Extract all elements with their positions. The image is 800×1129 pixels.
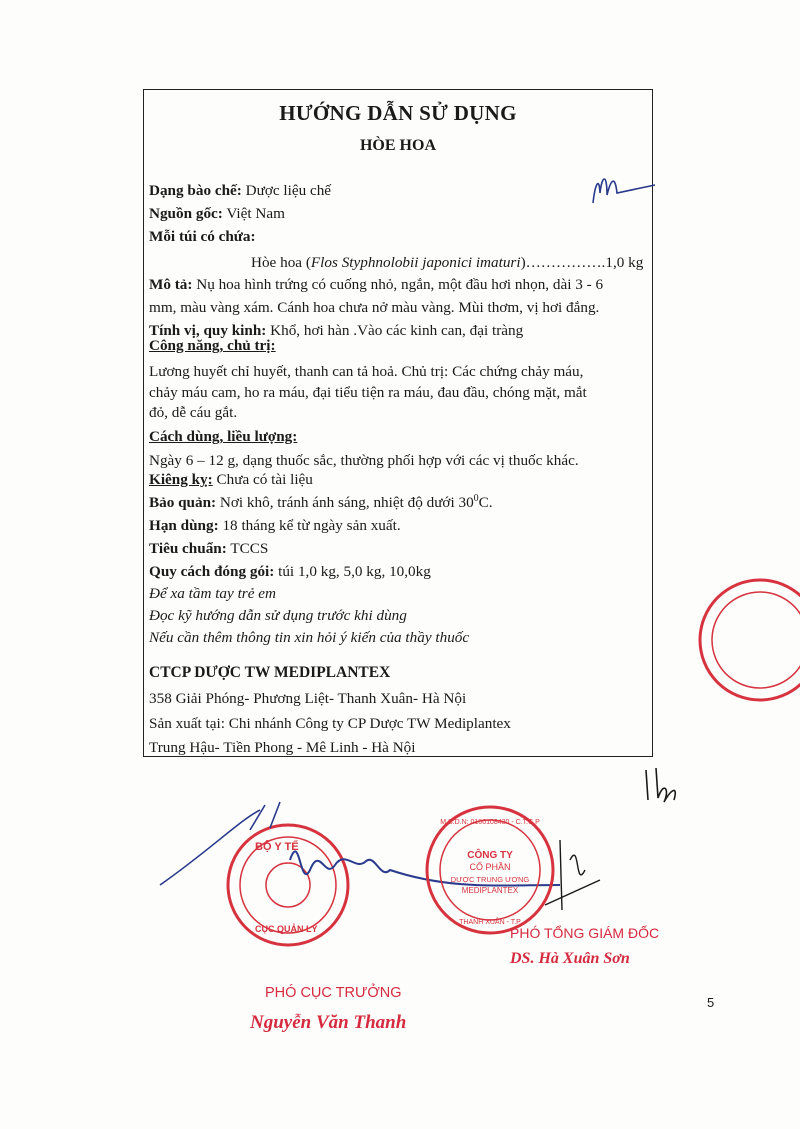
expiry-line: Hạn dùng: 18 tháng kể từ ngày sản xuất.: [149, 517, 401, 534]
svg-text:CÔNG TY: CÔNG TY: [467, 850, 513, 861]
dosage-form-line: Dạng bào chế: Dược liệu chế: [149, 182, 332, 199]
warning-line-2: Đọc kỹ hướng dẫn sử dụng trước khi dùng: [149, 607, 407, 624]
origin-line: Nguồn gốc: Việt Nam: [149, 205, 285, 222]
director-title: PHÓ TỔNG GIÁM ĐỐC: [510, 925, 660, 941]
director-name: DS. Hà Xuân Sơn: [510, 950, 630, 967]
indications-line-1: Lương huyết chỉ huyết, thanh can tả hoả. Chủ trị: Các chứng chảy máu,: [149, 363, 584, 380]
svg-text:CỔ PHẦN: CỔ PHẦN: [469, 862, 511, 872]
director-signature: [540, 830, 620, 920]
packaging-line: Quy cách đóng gói: túi 1,0 kg, 5,0 kg, 10,0kg: [149, 563, 431, 580]
properties-line: Tính vị, quy kinh: Khổ, hơi hàn .Vào các kinh can, đại tràng: [149, 322, 524, 339]
document-title: HƯỚNG DẪN SỬ DỤNG: [279, 101, 517, 125]
company-stamp: [420, 800, 560, 940]
svg-text:CỤC QUẢN LÝ: CỤC QUẢN LÝ: [255, 924, 318, 934]
branch-address: Trung Hậu- Tiền Phong - Mê Linh - Hà Nội: [149, 739, 416, 756]
initials-signature-right: [640, 760, 690, 810]
deputy-title: PHÓ CỤC TRƯỞNG: [265, 985, 402, 1001]
indications-line-3: đỏ, dễ cáu gắt.: [149, 404, 238, 421]
ingredient-line: Hòe hoa (Flos Styphnolobii japonici imaturi)…………….1,0 kg: [251, 254, 644, 271]
svg-text:M.S.D.N: 0100108430 - C.T.C.P: M.S.D.N: 0100108430 - C.T.C.P: [440, 819, 540, 826]
description-line-2: mm, màu vàng xám. Cánh hoa chưa nở màu vàng. Mùi thơm, vị hơi đắng.: [149, 299, 600, 316]
dosage-label: Cách dùng, liều lượng:: [149, 428, 298, 445]
warning-line-1: Để xa tầm tay trẻ em: [149, 585, 276, 602]
initials-signature-top: [585, 165, 675, 210]
svg-text:DƯỢC TRUNG ƯƠNG: DƯỢC TRUNG ƯƠNG: [450, 875, 530, 884]
svg-text:MEDIPLANTEX: MEDIPLANTEX: [461, 886, 519, 895]
each-bag-label: Mỗi túi có chứa:: [149, 228, 256, 245]
contraindications-line: Kiêng kỵ: Chưa có tài liệu: [149, 471, 313, 488]
partial-stamp-right: [690, 570, 800, 710]
product-name: HÒE HOA: [359, 137, 436, 154]
indications-line-2: chảy máu cam, ho ra máu, đại tiểu tiện ra máu, đau đầu, chóng mặt, mắt: [149, 384, 587, 401]
standard-line: Tiêu chuẩn: TCCS: [149, 540, 269, 557]
company-name: CTCP DƯỢC TW MEDIPLANTEX: [149, 664, 391, 681]
warning-line-3: Nếu cần thêm thông tin xin hỏi ý kiến của thầy thuốc: [149, 629, 470, 646]
storage-line: Bảo quản: Nơi khô, tránh ánh sáng, nhiệt độ dưới $30^0C$.: [149, 493, 493, 512]
indications-label: Công năng, chủ trị:: [149, 337, 276, 354]
company-address: 358 Giải Phóng- Phương Liệt- Thanh Xuân- Hà Nội: [149, 690, 467, 707]
branch-line: Sản xuất tại: Chi nhánh Công ty CP Dược TW Mediplantex: [149, 715, 511, 732]
dosage-line: Ngày 6 – 12 g, dạng thuốc sắc, thường phối hợp với các vị thuốc khác.: [149, 452, 579, 469]
svg-text:BỘ Y TẾ: BỘ Y TẾ: [255, 841, 299, 853]
description-line-1: Mô tả: Nụ hoa hình trứng có cuống nhỏ, ngắn, một đầu hơi nhọn, dài 3 - 6: [149, 276, 604, 293]
svg-text:THANH XUÂN - T.P: THANH XUÂN - T.P: [459, 919, 521, 926]
deputy-name: Nguyễn Văn Thanh: [250, 1012, 407, 1033]
page-number: 5: [707, 995, 715, 1010]
